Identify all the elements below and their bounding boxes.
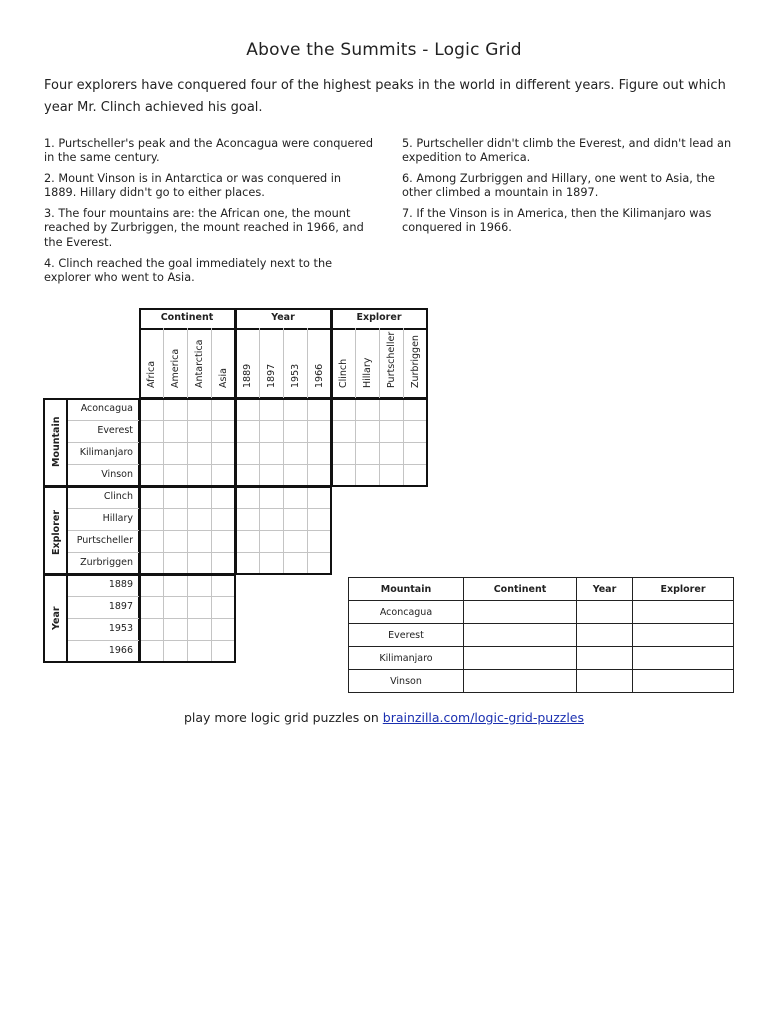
grid-cell[interactable]: [355, 398, 380, 421]
grid-cell[interactable]: [139, 420, 164, 443]
answer-header-row: [349, 578, 734, 601]
answer-cell[interactable]: [577, 601, 633, 624]
column-label-divider: [307, 328, 308, 398]
grid-cell[interactable]: [139, 398, 164, 421]
grid-cell[interactable]: [259, 486, 284, 509]
grid-cell[interactable]: [187, 442, 212, 465]
answer-cell[interactable]: [633, 601, 734, 624]
grid-cell[interactable]: [163, 530, 188, 553]
grid-cell[interactable]: [139, 596, 164, 619]
grid-cell[interactable]: [163, 596, 188, 619]
grid-cell[interactable]: [355, 464, 380, 487]
answer-row: [349, 670, 734, 693]
answer-table: [348, 577, 734, 693]
column-label-text: Clinch: [338, 358, 349, 388]
grid-cell[interactable]: [187, 574, 212, 597]
grid-cell[interactable]: [235, 420, 260, 443]
grid-cell[interactable]: [139, 618, 164, 641]
clue-1: 1. Purtscheller's peak and the Aconcagua were conquered in the same century.: [44, 137, 374, 165]
clue-5: 5. Purtscheller didn't climb the Everest, and didn't lead an expedition to America.: [402, 137, 732, 165]
column-label-text: Antarctica: [194, 339, 205, 388]
grid-cell[interactable]: [187, 398, 212, 421]
row-label: 1889: [108, 579, 133, 590]
row-label: 1897: [108, 601, 133, 612]
row-label: 1966: [108, 645, 133, 656]
column-label-divider: [379, 328, 380, 398]
column-label-text: Purtscheller: [386, 331, 397, 388]
grid-cell[interactable]: [379, 398, 404, 421]
answer-row: [349, 624, 734, 647]
clue-3: 3. The four mountains are: the African one, the mount reached by Zurbriggen, the mount reached in 1966, and the Everest.: [44, 207, 364, 249]
footer-text: play more logic grid puzzles on: [183, 710, 383, 725]
column-label-text: 1953: [290, 363, 301, 388]
row-label: Hillary: [102, 513, 133, 524]
column-label-divider: [283, 328, 284, 398]
grid-cell[interactable]: [187, 420, 212, 443]
grid-cell[interactable]: [187, 464, 212, 487]
column-label-text: Asia: [218, 368, 229, 388]
column-label-text: Zurbriggen: [410, 335, 421, 388]
grid-cell[interactable]: [259, 530, 284, 553]
row-label: Vinson: [101, 469, 133, 480]
intro-text: Four explorers have conquered four of the highest peaks in the world in different years. Figure out which year Mr. Clinch achieved his goal.: [44, 78, 726, 115]
column-label-text: Hillary: [362, 357, 373, 388]
grid-cell[interactable]: [211, 398, 236, 421]
grid-cell[interactable]: [235, 552, 260, 575]
grid-cell[interactable]: [331, 420, 356, 443]
column-label-divider: [211, 328, 212, 398]
grid-cell[interactable]: [187, 486, 212, 509]
grid-cell[interactable]: [379, 442, 404, 465]
answer-row-label: Everest: [349, 624, 464, 647]
grid-cell[interactable]: [163, 486, 188, 509]
grid-cell[interactable]: [259, 464, 284, 487]
grid-cell[interactable]: [307, 464, 332, 487]
grid-cell[interactable]: [331, 464, 356, 487]
grid-cell[interactable]: [283, 442, 308, 465]
grid-cell[interactable]: [187, 530, 212, 553]
answer-header-explorer: Explorer: [633, 578, 734, 601]
answer-cell[interactable]: [464, 601, 577, 624]
grid-cell[interactable]: [139, 552, 164, 575]
grid-cell[interactable]: [307, 530, 332, 553]
grid-cell[interactable]: [403, 398, 428, 421]
answer-cell[interactable]: [464, 624, 577, 647]
column-group-title: Continent: [160, 312, 214, 323]
grid-cell[interactable]: [139, 574, 164, 597]
column-label-divider: [163, 328, 164, 398]
grid-cell[interactable]: [307, 420, 332, 443]
grid-cell[interactable]: [259, 420, 284, 443]
answer-cell[interactable]: [464, 670, 577, 693]
column-label-divider: [403, 328, 404, 398]
answer-cell[interactable]: [633, 647, 734, 670]
column-label-divider: [355, 328, 356, 398]
grid-cell[interactable]: [259, 508, 284, 531]
grid-cell[interactable]: [163, 398, 188, 421]
grid-cell[interactable]: [235, 398, 260, 421]
grid-cell[interactable]: [163, 618, 188, 641]
answer-row-label: Kilimanjaro: [349, 647, 464, 670]
grid-cell[interactable]: [307, 508, 332, 531]
grid-cell[interactable]: [139, 530, 164, 553]
grid-cell[interactable]: [259, 398, 284, 421]
footer: [0, 710, 768, 725]
grid-cell[interactable]: [235, 508, 260, 531]
row-group-title-text: Year: [51, 606, 62, 631]
grid-cell[interactable]: [403, 420, 428, 443]
column-label-text: America: [170, 348, 181, 388]
grid-cell[interactable]: [187, 640, 212, 663]
grid-cell[interactable]: [331, 442, 356, 465]
grid-cell[interactable]: [379, 464, 404, 487]
row-label: Aconcagua: [80, 403, 133, 414]
grid-cell[interactable]: [379, 420, 404, 443]
row-group-title-text: Mountain: [51, 416, 62, 467]
answer-row: [349, 647, 734, 670]
grid-cell[interactable]: [139, 464, 164, 487]
grid-cell[interactable]: [259, 552, 284, 575]
clue-7: 7. If the Vinson is in America, then the Kilimanjaro was conquered in 1966.: [402, 207, 712, 235]
grid-cell[interactable]: [163, 420, 188, 443]
row-label: 1953: [108, 623, 133, 634]
grid-cell[interactable]: [163, 508, 188, 531]
grid-cell[interactable]: [307, 486, 332, 509]
grid-cell[interactable]: [211, 618, 236, 641]
grid-cell[interactable]: [187, 596, 212, 619]
grid-cell[interactable]: [331, 398, 356, 421]
grid-cell[interactable]: [283, 398, 308, 421]
grid-cell[interactable]: [235, 530, 260, 553]
column-label-text: 1889: [242, 363, 253, 388]
column-label-text: Africa: [146, 360, 157, 388]
grid-cell[interactable]: [283, 464, 308, 487]
grid-cell[interactable]: [211, 442, 236, 465]
grid-cell[interactable]: [187, 508, 212, 531]
grid-cell[interactable]: [211, 574, 236, 597]
answer-header-year: Year: [577, 578, 633, 601]
grid-cell[interactable]: [163, 442, 188, 465]
row-label: Kilimanjaro: [79, 447, 133, 458]
grid-cell[interactable]: [283, 486, 308, 509]
answer-header-continent: Continent: [464, 578, 577, 601]
grid-cell[interactable]: [235, 442, 260, 465]
row-label: Purtscheller: [76, 535, 133, 546]
column-label-text: 1897: [266, 363, 277, 388]
answer-cell[interactable]: [633, 670, 734, 693]
row-label: Clinch: [103, 491, 133, 502]
grid-cell[interactable]: [139, 640, 164, 663]
grid-cell[interactable]: [403, 464, 428, 487]
grid-cell[interactable]: [211, 464, 236, 487]
grid-cell[interactable]: [355, 442, 380, 465]
clue-2: 2. Mount Vinson is in Antarctica or was conquered in 1889. Hillary didn't go to either places.: [44, 172, 342, 200]
grid-cell[interactable]: [163, 640, 188, 663]
answer-row-label: Aconcagua: [349, 601, 464, 624]
row-label: Everest: [97, 425, 133, 436]
grid-cell[interactable]: [403, 442, 428, 465]
answer-row-label: Vinson: [349, 670, 464, 693]
page-title: Above the Summits - Logic Grid: [246, 40, 522, 60]
grid-cell[interactable]: [187, 552, 212, 575]
grid-cell[interactable]: [235, 486, 260, 509]
grid-cell[interactable]: [283, 508, 308, 531]
column-group-title: Explorer: [356, 312, 402, 323]
column-label-divider: [259, 328, 260, 398]
grid-cell[interactable]: [187, 618, 212, 641]
answer-cell[interactable]: [577, 624, 633, 647]
grid-cell[interactable]: [307, 398, 332, 421]
grid-cell[interactable]: [163, 574, 188, 597]
answer-cell[interactable]: [577, 647, 633, 670]
grid-cell[interactable]: [139, 486, 164, 509]
answer-cell[interactable]: [464, 647, 577, 670]
grid-cell[interactable]: [139, 442, 164, 465]
grid-cell[interactable]: [307, 552, 332, 575]
grid-cell[interactable]: [211, 640, 236, 663]
grid-cell[interactable]: [235, 464, 260, 487]
grid-cell[interactable]: [139, 508, 164, 531]
grid-cell[interactable]: [283, 552, 308, 575]
grid-cell[interactable]: [163, 552, 188, 575]
grid-cell[interactable]: [211, 530, 236, 553]
column-label-divider: [187, 328, 188, 398]
clue-6: 6. Among Zurbriggen and Hillary, one went to Asia, the other climbed a mountain in 1897.: [402, 172, 715, 200]
grid-cell[interactable]: [259, 442, 284, 465]
grid-cell[interactable]: [211, 486, 236, 509]
answer-header-mountain: Mountain: [349, 578, 464, 601]
row-group-title-text: Explorer: [51, 509, 62, 555]
grid-cell[interactable]: [211, 508, 236, 531]
grid-cell[interactable]: [283, 530, 308, 553]
grid-cell[interactable]: [163, 464, 188, 487]
clue-4: 4. Clinch reached the goal immediately next to the explorer who went to Asia.: [44, 257, 333, 285]
grid-cell[interactable]: [211, 596, 236, 619]
answer-cell[interactable]: [633, 624, 734, 647]
grid-cell[interactable]: [211, 420, 236, 443]
answer-cell[interactable]: [577, 670, 633, 693]
column-group-title: Year: [271, 312, 295, 323]
answer-row: [349, 601, 734, 624]
footer-link[interactable]: brainzilla.com/logic-grid-puzzles: [382, 710, 584, 725]
row-label: Zurbriggen: [80, 557, 133, 568]
column-label-text: 1966: [314, 363, 325, 388]
grid-cell[interactable]: [211, 552, 236, 575]
grid-cell[interactable]: [307, 442, 332, 465]
grid-cell[interactable]: [355, 420, 380, 443]
grid-cell[interactable]: [283, 420, 308, 443]
